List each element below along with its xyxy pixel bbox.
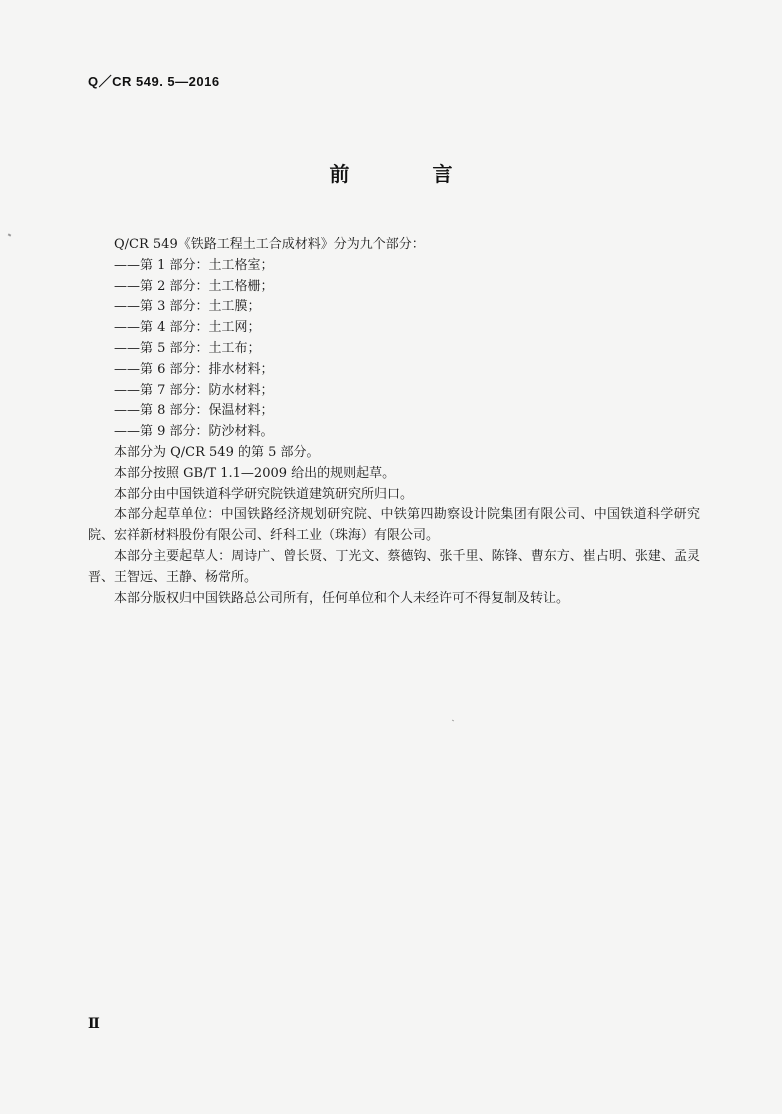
- drafting-rules-statement: 本部分按照 GB/T 1.1—2009 给出的规则起草。: [114, 465, 396, 481]
- proposed-by-statement: 本部分由中国铁道科学研究院铁道建筑研究所归口。: [114, 486, 414, 502]
- part-list-item-7: ——第 7 部分：防水材料；: [114, 382, 274, 398]
- scan-speck: [8, 233, 12, 236]
- foreword-body: [88, 235, 700, 609]
- part-list-item-3: ——第 3 部分：土工膜；: [114, 299, 261, 315]
- part-list-item-2: ——第 2 部分：土工格栅；: [114, 278, 274, 294]
- part-list-item-9: ——第 9 部分：防沙材料。: [114, 424, 274, 440]
- part-list-item-5: ——第 5 部分：土工布；: [114, 340, 261, 356]
- drafters-paragraph: 本部分主要起草人：周诗广、曾长贤、丁光文、蔡德钩、张千里、陈锋、曹东方、崔占明、张建、孟灵晋、王智远、王静、杨常所。: [88, 548, 700, 585]
- page-title: 前 言: [329, 162, 491, 186]
- part-list-item-8: ——第 8 部分：保温材料；: [114, 403, 274, 419]
- part-list-item-4: ——第 4 部分：土工网；: [114, 320, 261, 336]
- scan-speck: [452, 720, 454, 722]
- drafting-units-paragraph: 本部分起草单位：中国铁路经济规划研究院、中铁第四勘察设计院集团有限公司、中国铁道科学研究院、宏祥新材料股份有限公司、纤科工业（珠海）有限公司。: [88, 507, 700, 544]
- part-list-item-6: ——第 6 部分：排水材料；: [114, 361, 274, 377]
- page-number: Ⅱ: [88, 1016, 100, 1032]
- intro-paragraph: Q/CR 549《铁路工程土工合成材料》分为九个部分：: [114, 237, 425, 252]
- standard-code-header: Q／CR 549. 5—2016: [88, 74, 220, 89]
- this-part-statement: 本部分为 Q/CR 549 的第 5 部分。: [114, 444, 320, 460]
- copyright-statement: 本部分版权归中国铁路总公司所有，任何单位和个人未经许可不得复制及转让。: [114, 590, 570, 606]
- part-list-item-1: ——第 1 部分：土工格室；: [114, 257, 274, 273]
